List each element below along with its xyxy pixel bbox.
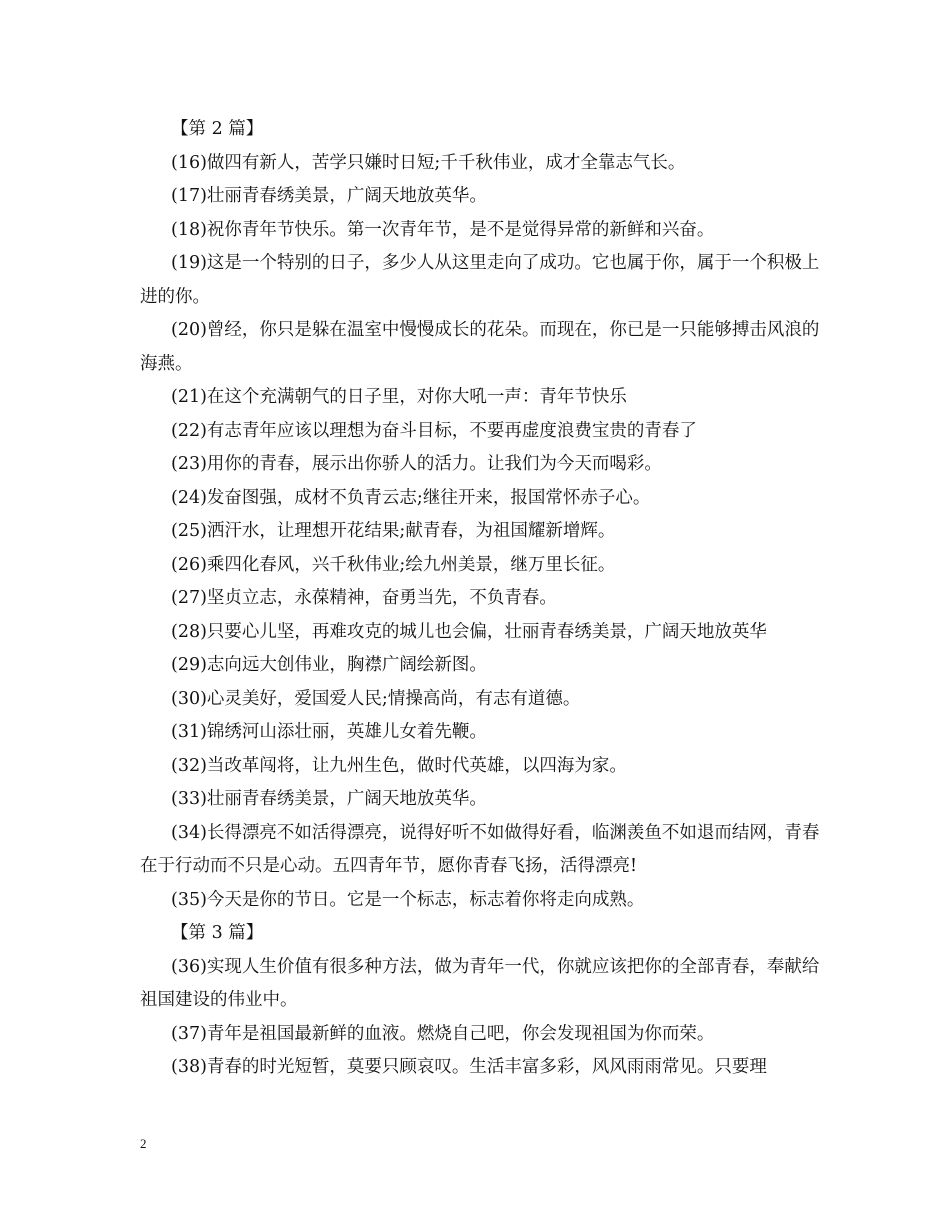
list-item: (36)实现人生价值有很多种方法，做为青年一代，你就应该把你的全部青春，奉献给祖国建设的伟业中。 <box>140 956 820 1010</box>
list-item: (37)青年是祖国最新鲜的血液。燃烧自己吧，你会发现祖国为你而荣。 <box>171 1023 715 1044</box>
list-item: (17)壮丽青春绣美景，广阔天地放英华。 <box>171 186 487 206</box>
list-item: (20)曾经，你只是躲在温室中慢慢成长的花朵。而现在，你已是一只能够搏击风浪的海燕。 <box>140 320 820 374</box>
list-item: (32)当改革闯将，让九州生色，做时代英雄，以四海为家。 <box>171 755 627 776</box>
list-item: (27)坚贞立志，永葆精神，奋勇当先，不负青春。 <box>171 588 557 608</box>
list-item: (26)乘四化春风，兴千秋伟业;绘九州美景，继万里长征。 <box>171 554 616 575</box>
list-item: (28)只要心儿坚，再难攻克的城儿也会偏，壮丽青春绣美景，广阔天地放英华 <box>171 621 767 642</box>
list-item: (19)这是一个特别的日子，多少人从这里走向了成功。它也属于你，属于一个积极上进的你。 <box>140 253 820 307</box>
list-item: (21)在这个充满朝气的日子里，对你大吼一声：青年节快乐 <box>171 387 627 407</box>
list-item: (31)锦绣河山添壮丽，英雄儿女着先鞭。 <box>171 722 487 742</box>
section-heading: 【第 2 篇】 <box>171 119 264 139</box>
document-body <box>140 113 830 1085</box>
list-item: (25)洒汗水，让理想开花结果;献青春，为祖国耀新增辉。 <box>171 521 616 541</box>
list-item: (38)青春的时光短暂，莫要只顾哀叹。生活丰富多彩，风风雨雨常见。只要理 <box>171 1057 767 1077</box>
list-item: (22)有志青年应该以理想为奋斗目标，不要再虚度浪费宝贵的青春了 <box>171 420 697 441</box>
list-item: (24)发奋图强，成材不负青云志;继往开来，报国常怀赤子心。 <box>171 487 651 508</box>
list-item: (16)做四有新人，苦学只嫌时日短;千千秋伟业，成才全靠志气长。 <box>171 152 686 173</box>
list-item: (29)志向远大创伟业，胸襟广阔绘新图。 <box>171 655 487 675</box>
list-item: (23)用你的青春，展示出你骄人的活力。让我们为今天而喝彩。 <box>171 454 662 474</box>
section-heading: 【第 3 篇】 <box>171 923 264 943</box>
list-item: (33)壮丽青春绣美景，广阔天地放英华。 <box>171 789 487 809</box>
page-number: 2 <box>140 1136 147 1151</box>
list-item: (18)祝你青年节快乐。第一次青年节，是不是觉得异常的新鲜和兴奋。 <box>171 219 715 240</box>
list-item: (30)心灵美好，爱国爱人民;情操高尚，有志有道德。 <box>171 688 581 709</box>
list-item: (34)长得漂亮不如活得漂亮，说得好听不如做得好看，临渊羡鱼不如退而结网，青春在于行动而不只是心动。五四青年节，愿你青春飞扬，活得漂亮! <box>140 822 820 876</box>
list-item: (35)今天是你的节日。它是一个标志，标志着你将走向成熟。 <box>171 889 645 910</box>
